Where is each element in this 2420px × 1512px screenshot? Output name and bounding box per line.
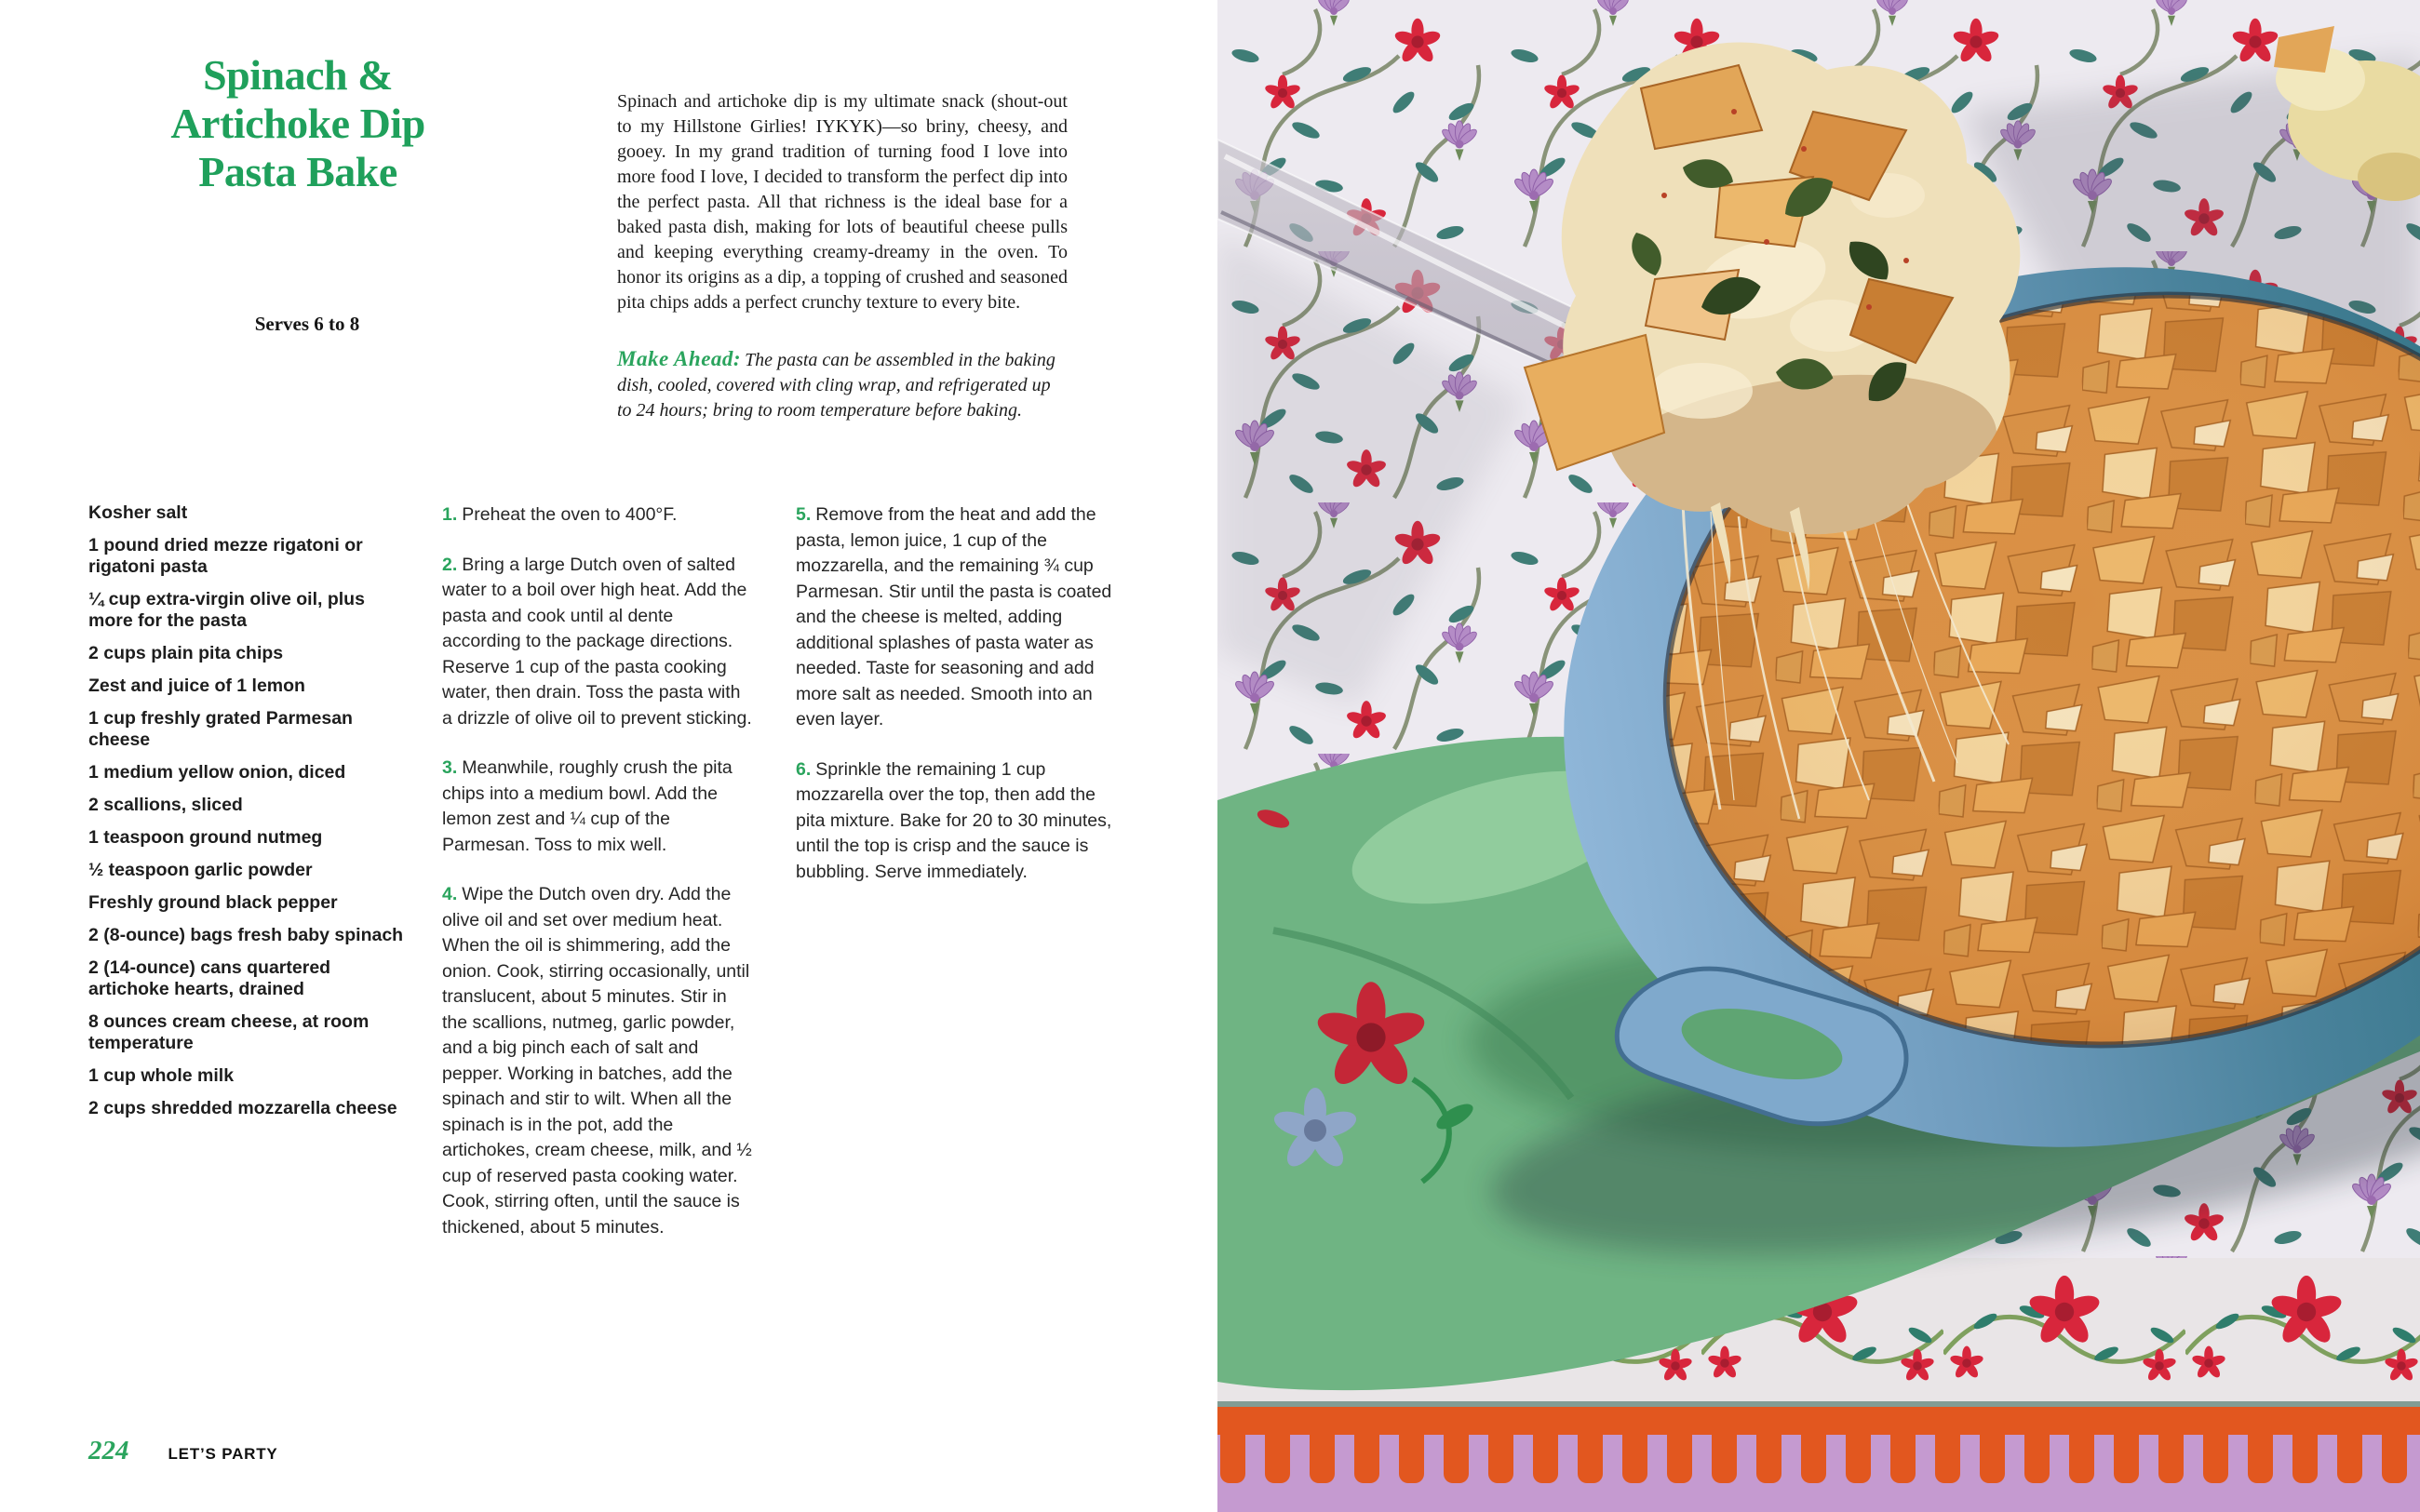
step-text: Sprinkle the remaining 1 cup mozzarella over the top, then add the pita mixture. Bake for 20 to 30 minutes, until the top is crisp and the sauce is bubbling. Serve immediately.: [796, 758, 1112, 882]
step-number: 2.: [442, 554, 458, 575]
ingredient-item: ¼ cup extra-virgin olive oil, plus more for the pasta: [88, 589, 365, 631]
ingredient-item: Freshly ground black pepper: [88, 892, 338, 913]
ingredient-item: Kosher salt: [88, 502, 188, 523]
step-text: Bring a large Dutch oven of salted water to a boil over high heat. Add the pasta and cook until al dente according to the package directions. Reserve 1 cup of the pasta cooking water, then drain. Toss the pasta with a drizzle of olive oil to prevent sticking.: [442, 554, 752, 729]
serves-line: Serves 6 to 8: [254, 313, 360, 335]
ingredients-list: [88, 502, 412, 1131]
instructions-column-1: [442, 502, 753, 1264]
page-number: 224: [88, 1436, 129, 1465]
ingredient-item: 2 scallions, sliced: [88, 795, 243, 815]
ingredient-item: 2 cups shredded mozzarella cheese: [88, 1098, 397, 1118]
ingredient-item: 1 teaspoon ground nutmeg: [88, 827, 323, 848]
intro-paragraph: Spinach and artichoke dip is my ultimate snack (shout-out to my Hillstone Girlies! IYKYK)—so briny, cheesy, and gooey. In my grand tradition of turning food I love into more food I love, I decided to transform the perfect dip into the perfect pasta. All that richness is the ideal base for a baked pasta dish, making for lots of beautiful cheese pulls and keeping everything creamy-dreamy in the oven. To honor its origins as a dip, a topping of crushed and seasoned pita chips adds a perfect crunchy texture to every bite.: [617, 91, 1068, 313]
step-text: Preheat the oven to 400°F.: [462, 504, 678, 525]
ingredient-item: 1 pound dried mezze rigatoni or rigatoni pasta: [88, 535, 363, 577]
ingredient-item: 2 (8-ounce) bags fresh baby spinach: [88, 925, 404, 945]
ingredient-item: 2 (14-ounce) cans quartered artichoke hearts, drained: [88, 957, 331, 999]
step-number: 1.: [442, 504, 458, 525]
instructions-column-2: [796, 502, 1120, 909]
step-text: Wipe the Dutch oven dry. Add the olive oil and set over medium heat. When the oil is shimmering, add the onion. Cook, stirring occasionally, until translucent, about 5 minutes. Stir in the scallions, nutmeg, garlic powder, and a big pinch each of salt and pepper. Working in batches, add the spinach and stir to wilt. When all the spinach is in the pot, add the artichokes, cream cheese, milk, and ½ cup of reserved pasta cooking water. Cook, stirring often, until the sauce is thickened, about 5 minutes.: [442, 884, 752, 1238]
section-label: LET’S PARTY: [168, 1445, 278, 1463]
page-title: [102, 51, 493, 196]
step-number: 6.: [796, 758, 812, 780]
step-number: 4.: [442, 884, 458, 904]
step-3: [442, 756, 753, 858]
ingredient-item: ½ teaspoon garlic powder: [88, 860, 313, 880]
ingredient-item: Zest and juice of 1 lemon: [88, 676, 305, 696]
step-5: [796, 502, 1120, 733]
recipe-photo: [1217, 0, 2420, 1512]
step-6: [796, 757, 1120, 886]
ingredient-item: 2 cups plain pita chips: [88, 643, 284, 663]
title-line-1: Spinach &: [203, 51, 393, 99]
title-line-3: Pasta Bake: [198, 147, 397, 195]
step-text: Remove from the heat and add the pasta, lemon juice, 1 cup of the mozzarella, and the remaining ¾ cup Parmesan. Stir until the pasta is coated and the cheese is melted, adding additional splashes of pasta water as needed. Taste for seasoning and add more salt as needed. Smooth into an even layer.: [796, 504, 1112, 729]
ingredient-item: 1 cup whole milk: [88, 1065, 235, 1086]
make-ahead-text: The pasta can be assembled in the baking dish, cooled, covered with cling wrap, and refrigerated up to 24 hours; bring to room temperature before baking.: [617, 350, 1055, 421]
step-4: [442, 882, 753, 1240]
ingredient-item: 1 medium yellow onion, diced: [88, 762, 346, 783]
page-footer: [88, 1436, 278, 1466]
step-1: [442, 502, 753, 529]
ingredient-item: 8 ounces cream cheese, at room temperature: [88, 1011, 370, 1053]
step-number: 5.: [796, 504, 812, 525]
ingredient-item: 1 cup freshly grated Parmesan cheese: [88, 708, 353, 750]
step-text: Meanwhile, roughly crush the pita chips into a medium bowl. Add the lemon zest and ¼ cup of the Parmesan. Toss to mix well.: [442, 757, 733, 855]
step-2: [442, 553, 753, 732]
make-ahead-label: Make Ahead:: [617, 347, 742, 370]
step-number: 3.: [442, 757, 458, 778]
title-line-2: Artichoke Dip: [170, 99, 425, 147]
make-ahead-note: [617, 346, 1068, 423]
